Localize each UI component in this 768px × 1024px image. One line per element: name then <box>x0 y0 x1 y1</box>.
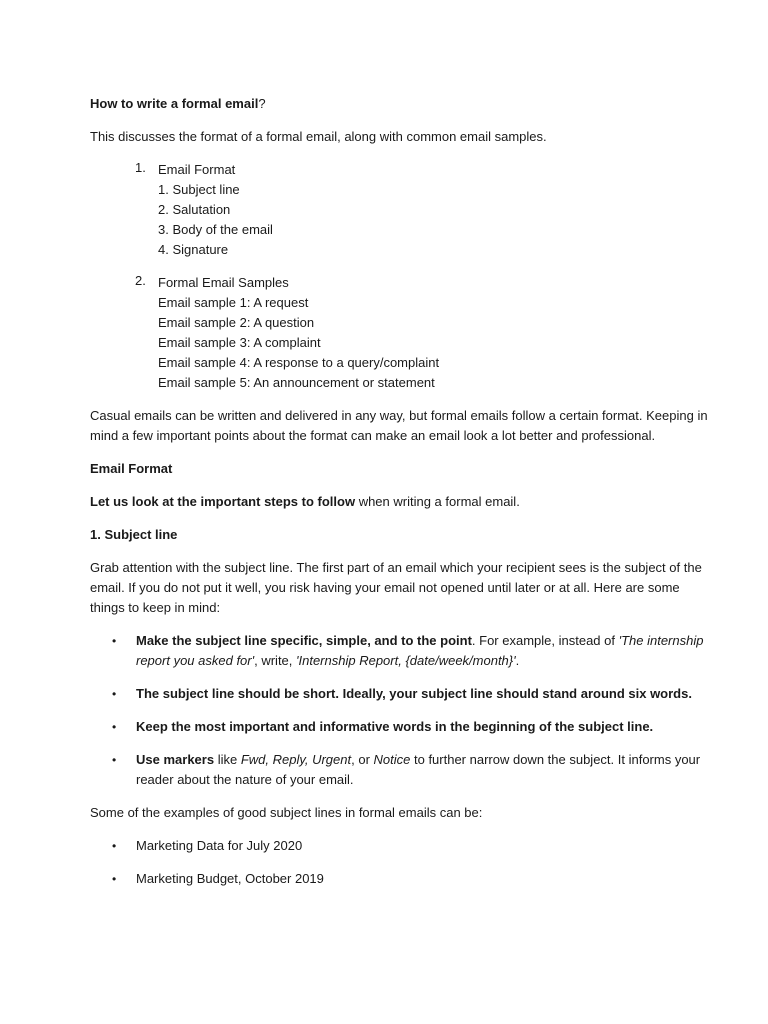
outline-number: 1. <box>135 160 146 175</box>
subject-paragraph: Grab attention with the subject line. The first part of an email which your recipient sees is the subject of the email. If you do not put it well, you risk having your email not opened until later or at all. Here are some things to keep in mind: <box>90 560 702 615</box>
tip-item <box>90 631 708 671</box>
example-item <box>90 836 708 856</box>
tip-example-bad: 'The internship report you asked for' <box>136 633 704 668</box>
casual-paragraph: Casual emails can be written and delivered in any way, but formal emails follow a certain format. Keeping in mind a few important points about the format can make an email look a lot better and professional. <box>90 408 708 443</box>
tip-item <box>90 684 708 704</box>
bullet-icon: • <box>112 839 117 853</box>
outline-list <box>90 160 708 393</box>
outline-item-email-format <box>90 160 708 260</box>
tip-markers: Notice <box>373 752 411 767</box>
tip-emphasis: specific, simple, and to the point <box>270 633 472 648</box>
tip-text: . For example, instead of <box>471 633 619 648</box>
steps-paragraph <box>90 492 708 512</box>
bullet-icon: • <box>112 753 117 767</box>
tip-emphasis: important and informative words in the beginning <box>229 719 536 734</box>
example-item <box>90 869 708 889</box>
tip-example-good: 'Internship Report, {date/week/month}' <box>296 653 516 668</box>
tip-text: Keep the most <box>136 719 230 734</box>
outline-subitem: Email sample 2: A question <box>158 315 315 330</box>
outline-subitem: 2. Salutation <box>158 202 231 217</box>
outline-subitem: 1. Subject line <box>158 182 240 197</box>
outline-subitem: Email sample 1: A request <box>158 295 309 310</box>
tip-item <box>90 750 708 790</box>
page-title <box>90 94 708 114</box>
examples-intro: Some of the examples of good subject lines in formal emails can be: <box>90 805 483 820</box>
outline-heading: Email Format <box>158 162 236 177</box>
bullet-icon: • <box>112 872 117 886</box>
section-heading-subject-line: 1. Subject line <box>90 527 178 542</box>
examples-list <box>90 836 708 889</box>
tip-item <box>90 717 708 737</box>
bullet-icon: • <box>112 634 117 648</box>
title-bold: How to write a formal email <box>90 96 259 111</box>
tip-text: Make the subject line <box>136 633 271 648</box>
intro-paragraph: This discusses the format of a formal email, along with common email samples. <box>90 129 547 144</box>
section-heading-email-format: Email Format <box>90 461 173 476</box>
tip-text: of the subject line. <box>535 719 654 734</box>
subject-tips-list <box>90 631 708 790</box>
outline-subitem: 4. Signature <box>158 242 229 257</box>
outline-subitem: Email sample 4: A response to a query/complaint <box>158 355 440 370</box>
steps-tail: when writing a formal email. <box>355 494 520 509</box>
outline-number: 2. <box>135 273 146 288</box>
tip-markers: Fwd, Reply, Urgent <box>240 752 352 767</box>
outline-subitem: Email sample 3: A complaint <box>158 335 321 350</box>
example-text: Marketing Budget, October 2019 <box>136 871 324 886</box>
tip-text: to further narrow down the subject. It informs your reader about the nature of your email. <box>136 752 701 787</box>
bullet-icon: • <box>112 687 117 701</box>
tip-text: Use <box>136 752 164 767</box>
outline-heading: Formal Email Samples <box>158 275 289 290</box>
title-tail: ? <box>258 96 266 111</box>
tip-text: The subject line should be short. Ideally, your subject line should stand around six words. <box>136 686 692 701</box>
example-text: Marketing Data for July 2020 <box>136 838 303 853</box>
tip-text: , write, <box>254 653 297 668</box>
outline-subitem: Email sample 5: An announcement or statement <box>158 375 435 390</box>
tip-emphasis: markers <box>163 752 215 767</box>
outline-item-email-samples <box>90 273 708 393</box>
tip-text: like <box>214 752 241 767</box>
outline-subitem: 3. Body of the email <box>158 222 273 237</box>
bullet-icon: • <box>112 720 117 734</box>
tip-text: , or <box>351 752 374 767</box>
tip-text: . <box>515 653 520 668</box>
steps-bold: Let us look at the important steps to follow <box>90 494 356 509</box>
